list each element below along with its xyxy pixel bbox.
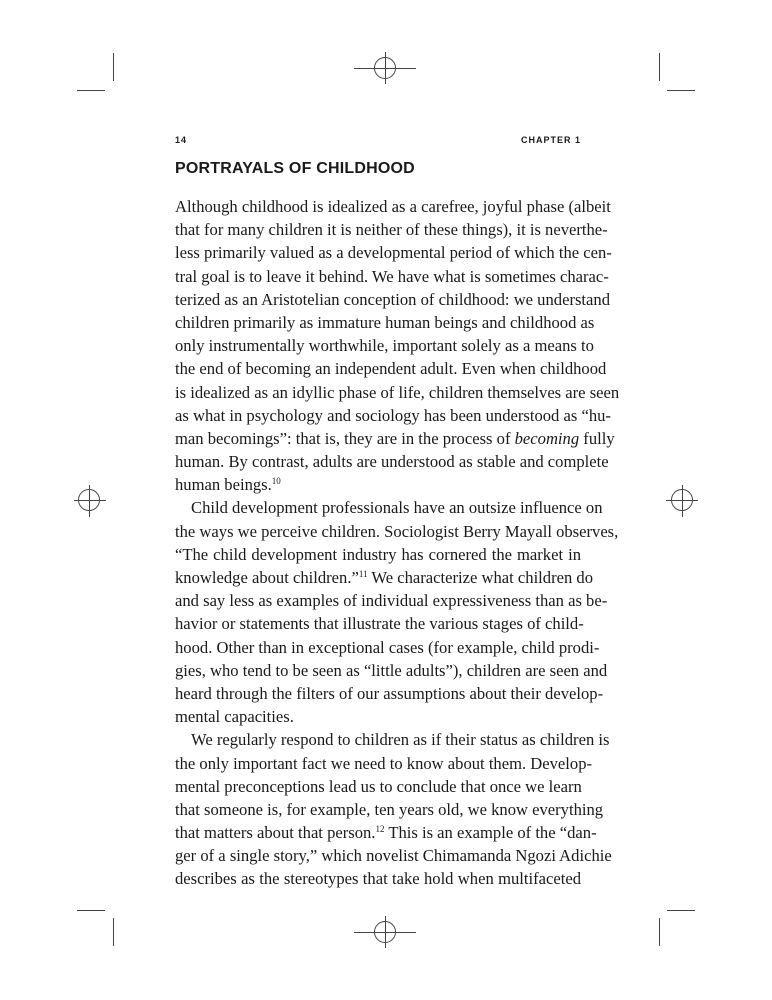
text-run: only instrumentally worthwhile, important solely as a means to [175, 336, 594, 356]
crop-mark-bottom-right-v [659, 918, 660, 946]
text-line [175, 520, 619, 543]
text-line [175, 241, 612, 264]
text-line [175, 867, 581, 890]
crop-mark-top-left-v [113, 53, 114, 81]
text-run: ger of a single story,” which novelist Chimamanda Ngozi Adichie [175, 846, 612, 866]
text-run: human. By contrast, adults are understood as stable and complete [175, 452, 609, 472]
text-line [175, 543, 581, 566]
text-line [175, 496, 603, 519]
body-text [175, 195, 620, 891]
text-run: Although childhood is idealized as a carefree, joyful phase (albeit [175, 197, 611, 216]
text-line [175, 265, 609, 288]
text-line [175, 798, 604, 821]
footnote-ref: 10 [271, 476, 281, 487]
text-run: the only important fact we need to know about them. Develop- [175, 753, 593, 773]
text-run: knowledge about children.” [175, 568, 359, 587]
text-run: “The child development industry has cornered the market in [175, 544, 581, 564]
text-line [175, 566, 594, 589]
text-run: less primarily valued as a developmental period of which the cen- [175, 243, 612, 263]
text-run: We regularly respond to children as if their status as children is [191, 730, 610, 750]
text-line [175, 381, 620, 404]
text-run: that someone is, for example, ten years old, we know everything [175, 799, 604, 819]
paragraph [175, 728, 612, 890]
text-run: that for many children it is neither of these things), it is neverthe- [175, 220, 608, 240]
text-line [175, 728, 610, 751]
text-run: tral goal is to leave it behind. We have what is sometimes charac- [175, 266, 609, 286]
crop-mark-top-right-v [659, 53, 660, 81]
text-run: fully [579, 428, 615, 448]
text-line [175, 752, 593, 775]
text-run: children primarily as immature human beings and childhood as [175, 312, 595, 332]
chapter-label: CHAPTER 1 [520, 135, 581, 145]
crop-mark-top-right-h [667, 90, 695, 91]
text-run: mental capacities. [175, 707, 294, 727]
text-run: hood. Other than in exceptional cases (for example, child prodi- [175, 637, 600, 657]
text-run: that matters about that person. [175, 823, 376, 843]
text-run: man becomings”: that is, they are in the process of [175, 428, 515, 448]
text-line [175, 334, 594, 357]
text-run: mental preconceptions lead us to conclude that once we learn [175, 776, 582, 796]
text-line [175, 427, 615, 450]
text-run: describes as the stereotypes that take hold when multifaceted [175, 869, 581, 889]
text-run: heard through the filters of our assumptions about their develop- [175, 683, 604, 703]
text-line [175, 311, 595, 334]
text-run: We characterize what children do [367, 568, 594, 587]
paragraph [175, 195, 620, 496]
page-number: 14 [175, 135, 188, 145]
section-heading: PORTRAYALS OF CHILDHOOD [175, 160, 415, 177]
text-run: human beings. [175, 475, 272, 495]
text-run: as what in psychology and sociology has been understood as “hu- [175, 405, 611, 425]
text-line [175, 705, 581, 728]
text-run: terized as an Aristotelian conception of childhood: we understand [175, 289, 610, 309]
crop-mark-top-left-h [77, 90, 105, 91]
crop-mark-bottom-right-h [667, 910, 695, 911]
running-head [175, 135, 581, 149]
text-line [175, 473, 581, 496]
text-line [175, 775, 581, 798]
footnote-ref: 12 [375, 824, 385, 835]
text-run: the end of becoming an independent adult. Even when childhood [175, 359, 607, 379]
text-line [175, 844, 612, 867]
text-line [175, 218, 608, 241]
text-line [175, 288, 610, 311]
text-run: havior or statements that illustrate the various stages of child- [175, 614, 584, 634]
text-line [175, 659, 608, 682]
text-line [175, 450, 609, 473]
text-line [175, 195, 611, 218]
crop-mark-bottom-left-v [113, 918, 114, 946]
text-line [175, 821, 597, 844]
text-run: is idealized as an idyllic phase of life, children themselves are seen [175, 382, 620, 402]
text-run: and say less as examples of individual expressiveness than as be- [175, 591, 608, 611]
text-line [175, 404, 611, 427]
text-run: Child development professionals have an outsize influence on [191, 498, 603, 518]
text-run: gies, who tend to be seen as “little adults”), children are seen and [175, 660, 608, 680]
emphasis: becoming [514, 428, 580, 448]
text-line [175, 589, 608, 612]
text-run: This is an example of the “dan- [384, 823, 597, 843]
paragraph [175, 496, 619, 728]
footnote-ref: 11 [358, 569, 368, 579]
crop-mark-bottom-left-h [77, 910, 105, 911]
text-line [175, 612, 584, 635]
text-line [175, 357, 607, 380]
text-run: the ways we perceive children. Sociologist Berry Mayall observes, [175, 521, 619, 541]
text-line [175, 636, 600, 659]
text-line [175, 682, 604, 705]
